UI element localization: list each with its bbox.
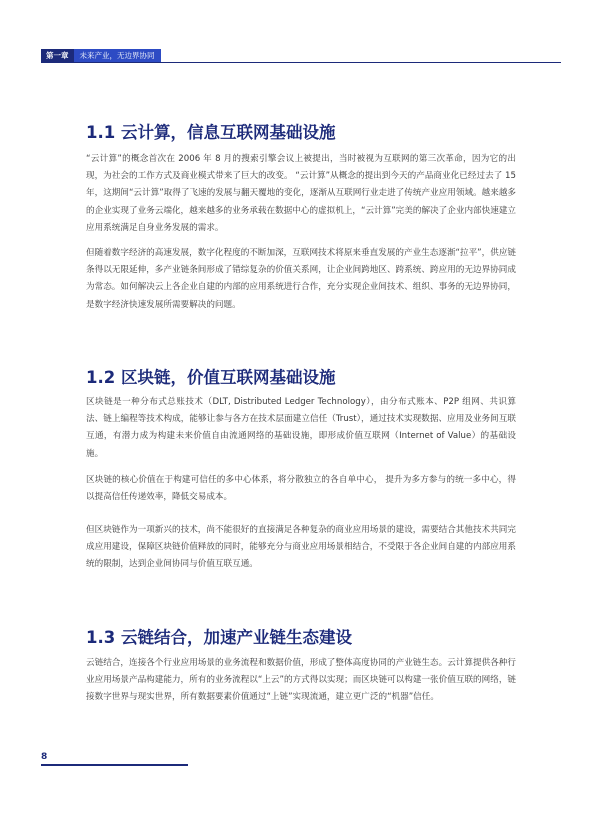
section-1-1-paragraph-2: 但随着数字经济的高速发展，数字化程度的不断加深，互联网技术将原来垂直发展的产业生态逐渐“拉平”，供应链条得以无限延伸，多产业链条间形成了错综复杂的价值关系网，让企业间跨地区、跨系统、跨应用的无边界协同成为常态。如何解决云上各企业自建的内部的应用系统进行合作，充分实现企业间技术、组织、事务的无边界协同，是数字经济快速发展所需要解决的问题。 xyxy=(86,248,517,310)
section-1-2-paragraph-3: 但区块链作为一项新兴的技术，尚不能很好的直接满足各种复杂的商业应用场景的建设，需要结合其他技术共同完成应用建设，保障区块链价值释放的同时，能够充分与商业应用场景相结合，不受限于各企业间自建的内部应用系统的限制，达到企业间协同与价值互联互通。 xyxy=(86,525,516,570)
header-divider xyxy=(41,62,561,63)
section-title-1-1: 1.1 云计算，信息互联网基础设施 xyxy=(86,123,336,142)
chapter-title: 未来产业，无边界协同 xyxy=(74,49,161,62)
footer-divider xyxy=(41,764,188,766)
section-title-1-3: 1.3 云链结合，加速产业链生态建设 xyxy=(86,628,352,647)
section-1-1-paragraph-1: “云计算”的概念首次在 2006 年 8 月的搜索引擎会议上被提出，当时被视为互联网的第三次革命，因为它的出现，为社会的工作方式及商业模式带来了巨大的改变。 “云计算”从概念的提出到今天的产品商业化已经过去了 15 年，这期间“云计算”取得了飞速的发展与翻天覆地的变化，逐渐从互联网行业走进了传统产业应用领域。越来越多的企业实现了业务云端化，越来越多的业务承载在数据中心的虚拟机上，“云计算”完美的解决了企业内部快速建立应用系统满足自身业务发展的需求。 xyxy=(86,154,517,233)
section-1-2-paragraph-2: 区块链的核心价值在于构建可信任的多中心体系，将分散独立的各自单中心， 提升为多方参与的统一多中心，得以提高信任传递效率，降低交易成本。 xyxy=(86,475,516,503)
section-1-2-paragraph-1: 区块链是一种分布式总账技术（DLT, Distributed Ledger Technology），由分布式账本、P2P 组网、共识算法、链上编程等技术构成，能够让参与各方在技术层面建立信任（Trust），通过技术实现数据、应用及业务间互联互通，有潜力成为构建未来价值自由流通网络的基础设施，即形成价值互联网（Internet of Value）的基础设施。 xyxy=(86,397,516,459)
section-title-1-2: 1.2 区块链，价值互联网基础设施 xyxy=(86,368,336,387)
chapter-number: 第一章 xyxy=(41,49,74,62)
chapter-tag xyxy=(41,49,161,62)
page-number: 8 xyxy=(41,752,48,762)
section-1-3-paragraph-1: 云链结合，连接各个行业应用场景的业务流程和数据价值，形成了整体高度协同的产业链生态。云计算提供各种行业应用场景产品构建能力，所有的业务流程以“上云”的方式得以实现；而区块链可以构建一张价值互联的网络，链接数字世界与现实世界，所有数据要素价值通过“上链”实现流通，建立更广泛的“机器”信任。 xyxy=(86,658,517,703)
